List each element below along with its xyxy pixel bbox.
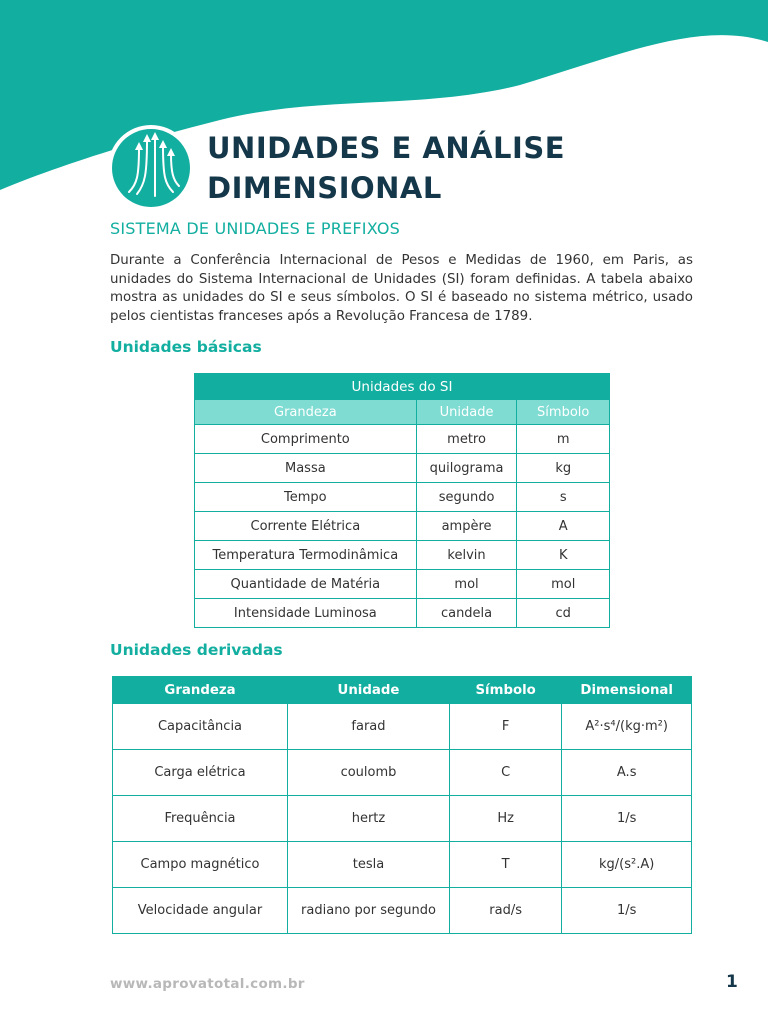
si-units-table bbox=[194, 373, 610, 628]
table-row bbox=[113, 796, 692, 842]
column-header: Grandeza bbox=[195, 400, 417, 425]
table-cell: kelvin bbox=[416, 541, 517, 570]
table-cell: kg bbox=[517, 454, 610, 483]
column-header: Dimensional bbox=[562, 677, 692, 704]
column-header: Unidade bbox=[288, 677, 450, 704]
logo bbox=[107, 124, 195, 212]
table-row bbox=[195, 599, 610, 628]
table-cell: radiano por segundo bbox=[288, 888, 450, 934]
table-cell: A.s bbox=[562, 750, 692, 796]
table-row bbox=[195, 541, 610, 570]
table-cell: mol bbox=[517, 570, 610, 599]
footer-website-link[interactable]: www.aprovatotal.com.br bbox=[110, 976, 305, 992]
intro-paragraph: Durante a Conferência Internacional de Pesos e Medidas de 1960, em Paris, as unidades do Sistema Internacional de Unidades (SI) foram definidas. A tabela abaixo mostra as unidades do SI e seus símbolos. O SI é baseado no sistema métrico, usado pelos cientistas franceses após a Revolução Francesa de 1789. bbox=[110, 253, 693, 324]
table-cell: rad/s bbox=[449, 888, 561, 934]
table-cell: coulomb bbox=[288, 750, 450, 796]
table-cell: 1/s bbox=[562, 796, 692, 842]
column-header: Símbolo bbox=[449, 677, 561, 704]
table-cell: tesla bbox=[288, 842, 450, 888]
table-row bbox=[195, 454, 610, 483]
derived-units-table bbox=[112, 676, 692, 934]
table-cell: Tempo bbox=[195, 483, 417, 512]
table-cell: quilograma bbox=[416, 454, 517, 483]
table-cell: 1/s bbox=[562, 888, 692, 934]
table-cell: farad bbox=[288, 704, 450, 750]
table-cell: Temperatura Termodinâmica bbox=[195, 541, 417, 570]
table-cell: Capacitância bbox=[113, 704, 288, 750]
table-cell: m bbox=[517, 425, 610, 454]
table-cell: metro bbox=[416, 425, 517, 454]
table-cell: Frequência bbox=[113, 796, 288, 842]
table-cell: segundo bbox=[416, 483, 517, 512]
table-row bbox=[195, 570, 610, 599]
table-row bbox=[195, 425, 610, 454]
table-cell: F bbox=[449, 704, 561, 750]
table-cell: Hz bbox=[449, 796, 561, 842]
table-caption: Unidades do SI bbox=[195, 374, 610, 400]
table-cell: candela bbox=[416, 599, 517, 628]
column-header: Unidade bbox=[416, 400, 517, 425]
table-cell: cd bbox=[517, 599, 610, 628]
table-row bbox=[195, 512, 610, 541]
table-row bbox=[113, 842, 692, 888]
table-cell: A²·s⁴/(kg·m²) bbox=[562, 704, 692, 750]
table-cell: Campo magnético bbox=[113, 842, 288, 888]
table-row bbox=[113, 888, 692, 934]
table-cell: kg/(s².A) bbox=[562, 842, 692, 888]
section-heading: SISTEMA DE UNIDADES E PREFIXOS bbox=[110, 219, 400, 238]
derived-units-heading: Unidades derivadas bbox=[110, 641, 283, 659]
table-cell: Corrente Elétrica bbox=[195, 512, 417, 541]
table-cell: C bbox=[449, 750, 561, 796]
arrows-up-icon bbox=[107, 124, 195, 212]
table-cell: Carga elétrica bbox=[113, 750, 288, 796]
title-line-2: DIMENSIONAL bbox=[207, 171, 442, 205]
page-title bbox=[207, 128, 565, 208]
table-row bbox=[113, 750, 692, 796]
table-cell: T bbox=[449, 842, 561, 888]
table-cell: s bbox=[517, 483, 610, 512]
basic-units-heading: Unidades básicas bbox=[110, 338, 262, 356]
table-cell: Comprimento bbox=[195, 425, 417, 454]
table-cell: A bbox=[517, 512, 610, 541]
table-cell: Velocidade angular bbox=[113, 888, 288, 934]
title-line-1: UNIDADES E ANÁLISE bbox=[207, 131, 566, 165]
table-cell: Quantidade de Matéria bbox=[195, 570, 417, 599]
column-header: Grandeza bbox=[113, 677, 288, 704]
table-cell: hertz bbox=[288, 796, 450, 842]
table-cell: ampère bbox=[416, 512, 517, 541]
table-cell: Massa bbox=[195, 454, 417, 483]
table-cell: mol bbox=[416, 570, 517, 599]
table-cell: K bbox=[517, 541, 610, 570]
table-row bbox=[113, 704, 692, 750]
column-header: Símbolo bbox=[517, 400, 610, 425]
table-row bbox=[195, 483, 610, 512]
table-cell: Intensidade Luminosa bbox=[195, 599, 417, 628]
page-number: 1 bbox=[726, 972, 738, 992]
